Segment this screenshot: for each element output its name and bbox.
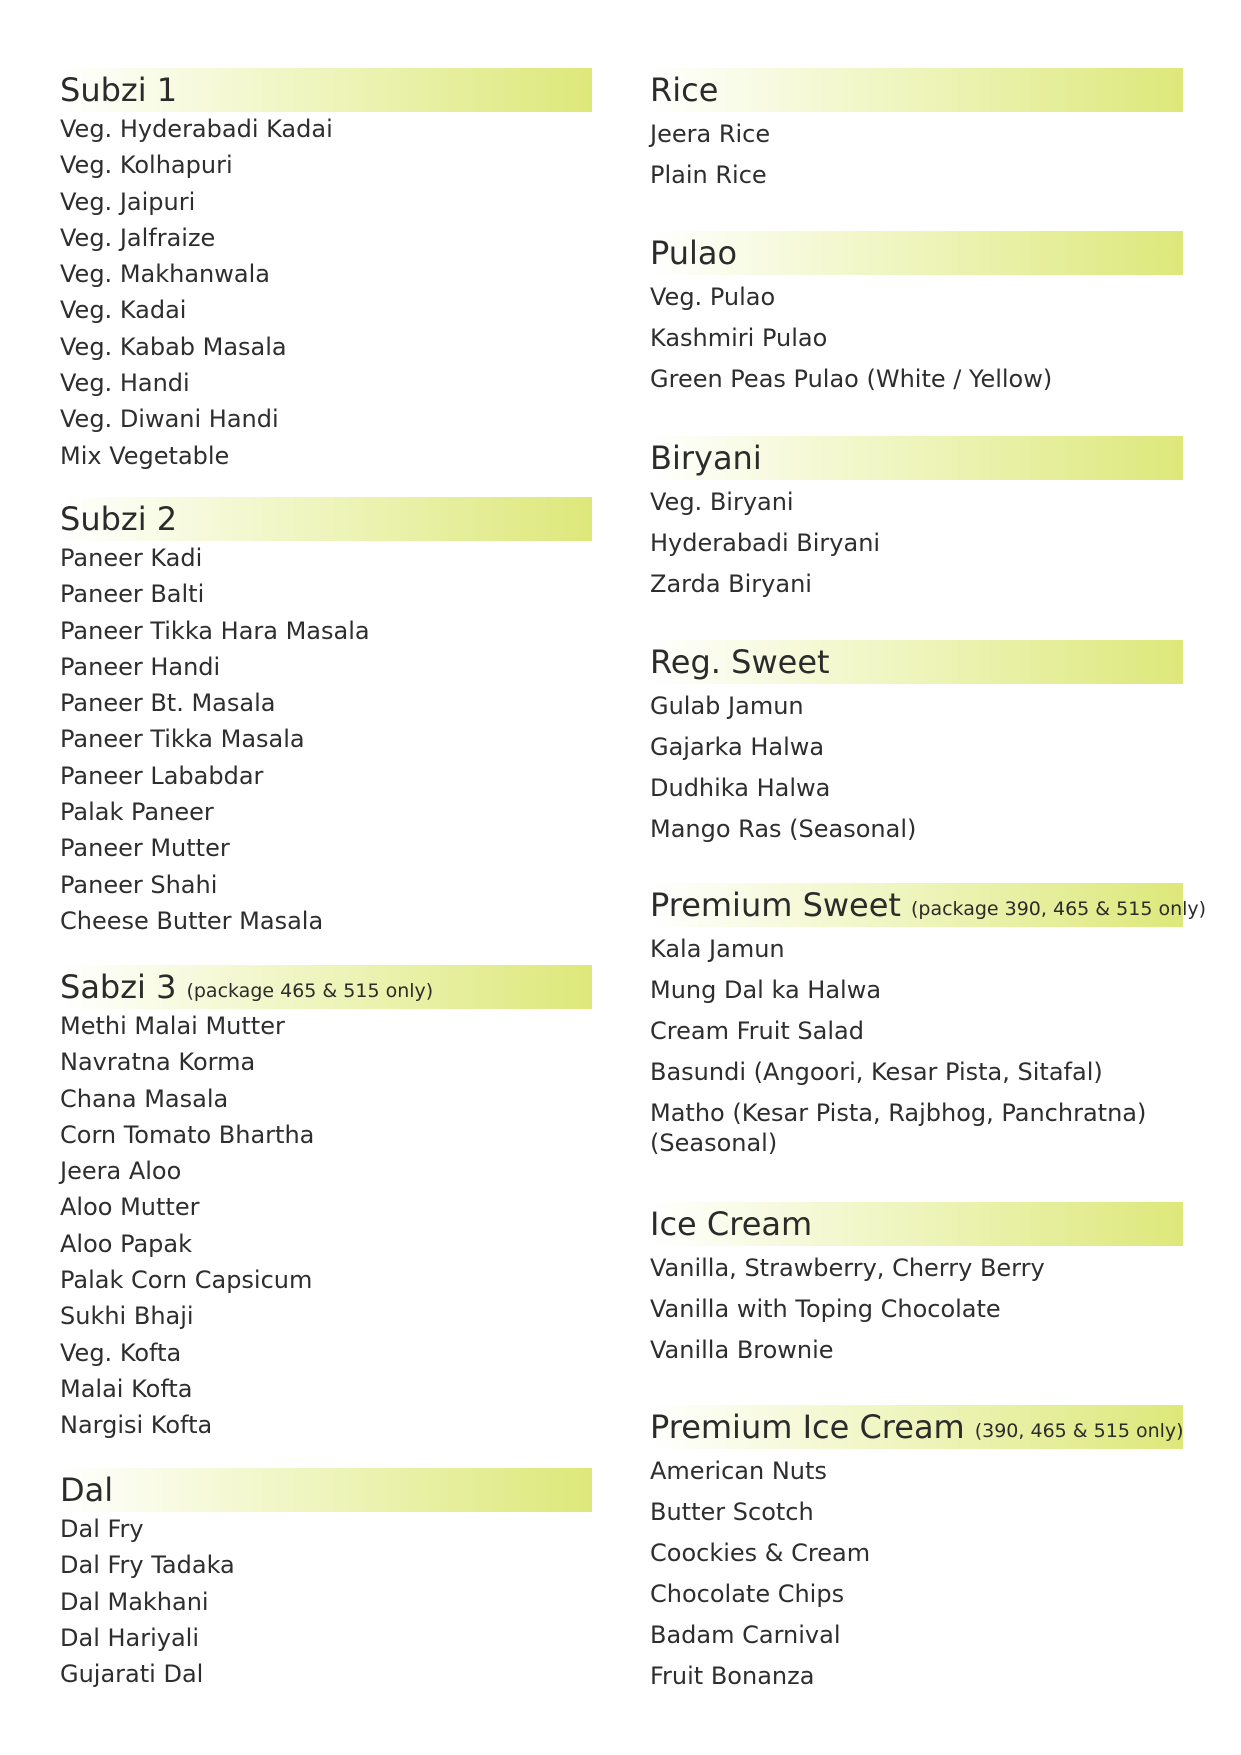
menu-item: Kala Jamun [650,935,785,963]
section-title: Dal [60,1471,114,1509]
menu-item: Nargisi Kofta [60,1411,213,1440]
menu-item: Aloo Papak [60,1229,193,1258]
menu-item: Corn Tomato Bhartha [60,1120,315,1149]
menu-item: Green Peas Pulao (White / Yellow) [650,365,1053,393]
menu-item: Dal Makhani [60,1587,209,1616]
section-dal [60,1468,592,1692]
menu-item: Kashmiri Pulao [650,324,828,352]
menu-item: Veg. Kolhapuri [60,151,233,180]
menu-item: Cream Fruit Salad [650,1017,864,1045]
menu-item: Veg. Jalfraize [60,223,216,252]
menu-item: Sukhi Bhaji [60,1302,194,1331]
menu-item: Veg. Jaipuri [60,187,196,216]
menu-item: (Seasonal) [650,1129,778,1157]
item-list [60,1008,592,1444]
item-list [650,1451,1183,1697]
section-premium-sweet [650,883,1207,1162]
menu-item: Badam Carnival [650,1621,841,1649]
section-header [650,1202,1183,1246]
menu-item: Dal Hariyali [60,1623,200,1652]
menu-item: Chocolate Chips [650,1580,845,1608]
section-header [60,68,592,112]
menu-item: Veg. Kofta [60,1338,182,1367]
section-note: (package 390, 465 & 515 only) [910,898,1207,920]
menu-item: Dal Fry Tadaka [60,1551,235,1580]
menu-item: Jeera Aloo [60,1157,182,1186]
section-subzi-1 [60,68,592,474]
menu-item: Methi Malai Mutter [60,1012,285,1040]
section-sabzi-3 [60,965,592,1444]
item-list [650,1248,1183,1371]
menu-item: Palak Corn Capsicum [60,1266,313,1295]
item-list [650,482,1183,605]
menu-item: Malai Kofta [60,1374,193,1403]
section-note: (390, 465 & 515 only) [974,1420,1184,1442]
item-list [60,1511,592,1692]
menu-item: Paneer Tikka Masala [60,725,305,754]
section-title: Biryani [650,439,762,477]
section-ice-cream [650,1202,1183,1371]
menu-item: Veg. Hyderabadi Kadai [60,115,333,143]
menu-item: Vanilla, Strawberry, Cherry Berry [650,1254,1045,1282]
item-list [60,111,592,474]
item-list [650,114,1183,196]
menu-item: Vanilla with Toping Chocolate [650,1295,1001,1323]
menu-item: Dal Fry [60,1515,144,1543]
menu-item: Navratna Korma [60,1048,256,1077]
section-header [60,1468,592,1512]
section-title: Pulao [650,234,738,272]
section-title: Subzi 2 [60,500,178,538]
menu-item: Paneer Tikka Hara Masala [60,616,370,645]
section-title: Reg. Sweet [650,643,830,681]
menu-item: Veg. Biryani [650,488,794,516]
section-note: (package 465 & 515 only) [186,980,434,1002]
menu-item: Coockies & Cream [650,1539,871,1567]
menu-item: Veg. Makhanwala [60,260,270,289]
menu-item: Matho (Kesar Pista, Rajbhog, Panchratna) [650,1099,1147,1127]
section-title: Premium Ice Cream [650,1408,965,1446]
section-reg-sweet [650,640,1183,850]
menu-item: Paneer Mutter [60,834,230,863]
menu-item: Veg. Kabab Masala [60,332,287,361]
section-header [650,883,1207,927]
section-pulao [650,231,1183,400]
item-list [650,277,1183,400]
section-header [60,965,592,1009]
menu-item: American Nuts [650,1457,827,1485]
section-header [650,1405,1183,1449]
section-title: Subzi 1 [60,71,178,109]
menu-item: Palak Paneer [60,798,214,827]
section-title: Ice Cream [650,1205,813,1243]
menu-item: Chana Masala [60,1084,229,1113]
menu-item: Paneer Lababdar [60,761,264,790]
menu-item: Mung Dal ka Halwa [650,976,882,1004]
menu-item: Paneer Shahi [60,870,218,899]
menu-item: Vanilla Brownie [650,1336,834,1364]
section-header [650,231,1183,275]
section-biryani [650,436,1183,605]
menu-item: Zarda Biryani [650,570,812,598]
menu-item: Gajarka Halwa [650,733,825,761]
section-subzi-2 [60,497,592,939]
menu-item: Basundi (Angoori, Kesar Pista, Sitafal) [650,1058,1103,1086]
menu-item: Veg. Pulao [650,283,776,311]
item-list [650,686,1183,850]
section-header [60,497,592,541]
section-header [650,640,1183,684]
section-header [650,68,1183,112]
section-title: Sabzi 3 [60,968,177,1006]
menu-item: Plain Rice [650,161,767,189]
menu-item: Veg. Diwani Handi [60,405,279,434]
menu-item: Dudhika Halwa [650,774,831,802]
menu-item: Paneer Balti [60,580,205,609]
menu-item: Paneer Handi [60,652,221,681]
menu-item: Fruit Bonanza [650,1662,815,1690]
menu-item: Paneer Bt. Masala [60,689,276,718]
menu-item: Veg. Handi [60,369,190,398]
menu-item: Aloo Mutter [60,1193,200,1222]
section-rice [650,68,1183,196]
menu-item: Mix Vegetable [60,441,230,470]
menu-item: Hyderabadi Biryani [650,529,881,557]
menu-item: Jeera Rice [650,120,771,148]
menu-item: Gulab Jamun [650,692,804,720]
section-premium-ice-cream [650,1405,1183,1697]
menu-item: Butter Scotch [650,1498,814,1526]
menu-item: Paneer Kadi [60,544,203,572]
menu-item: Gujarati Dal [60,1660,204,1689]
section-title: Rice [650,71,719,109]
menu-item: Mango Ras (Seasonal) [650,815,917,843]
menu-item: Cheese Butter Masala [60,906,324,935]
item-list [650,929,1183,1162]
section-header [650,436,1183,480]
section-title: Premium Sweet [650,886,901,924]
menu-item: Veg. Kadai [60,296,187,325]
item-list [60,540,592,939]
